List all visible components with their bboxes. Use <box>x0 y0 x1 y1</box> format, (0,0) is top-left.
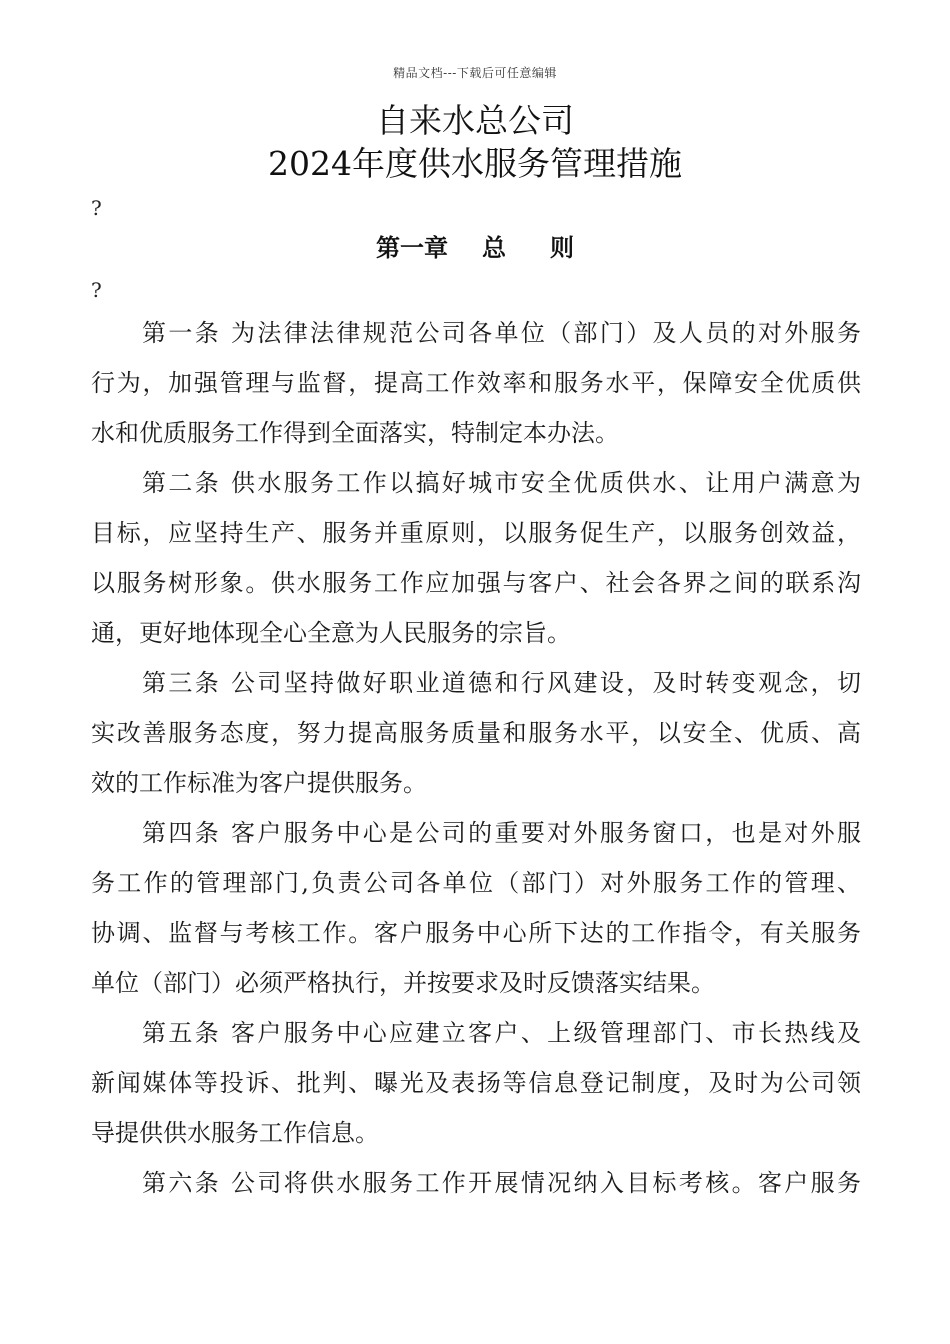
text-line: 第六条 公司将供水服务工作开展情况纳入目标考核。客户服务 <box>142 1169 861 1197</box>
body-text <box>91 308 861 1208</box>
text-line: 第三条 公司坚持做好职业道德和行风建设，及时转变观念，切 <box>142 669 861 697</box>
text-line: 第一条 为法律法律规范公司各单位（部门）及人员的对外服务 <box>142 319 861 347</box>
chapter-heading <box>0 232 950 264</box>
chapter-number: 第一章 <box>376 233 448 262</box>
text-line: 目标，应坚持生产、服务并重原则，以服务促生产，以服务创效益， <box>91 519 861 547</box>
document-title-line-1: 自来水总公司 <box>376 101 574 140</box>
chapter-name-part-2: 则 <box>550 233 574 262</box>
text-line: 第二条 供水服务工作以搞好城市安全优质供水、让用户满意为 <box>142 469 861 497</box>
placeholder-mark-2: ? <box>91 278 102 302</box>
text-line: 第四条 客户服务中心是公司的重要对外服务窗口，也是对外服 <box>142 819 861 847</box>
text-line: 以服务树形象。供水服务工作应加强与客户、社会各界之间的联系沟 <box>91 569 861 597</box>
chapter-name-part-1: 总 <box>482 233 506 262</box>
text-line: 第五条 客户服务中心应建立客户、上级管理部门、市长热线及 <box>142 1019 861 1047</box>
text-line: 水和优质服务工作得到全面落实，特制定本办法。 <box>91 419 619 447</box>
text-line: 实改善服务态度，努力提高服务质量和服务水平，以安全、优质、高 <box>91 719 861 747</box>
header-note: 精品文档---下载后可任意编辑 <box>393 66 557 80</box>
text-line: 行为，加强管理与监督，提高工作效率和服务水平，保障安全优质供 <box>91 369 861 397</box>
document-title-line-2: 2024年度供水服务管理措施 <box>268 144 682 183</box>
text-line: 单位（部门）必须严格执行，并按要求及时反馈落实结果。 <box>91 969 715 997</box>
text-line: 务工作的管理部门,负责公司各单位（部门）对外服务工作的管理、 <box>91 869 861 897</box>
text-line: 通，更好地体现全心全意为人民服务的宗旨。 <box>91 619 571 647</box>
text-line: 导提供供水服务工作信息。 <box>91 1119 379 1147</box>
text-line: 协调、监督与考核工作。客户服务中心所下达的工作指令，有关服务 <box>91 919 861 947</box>
text-line: 效的工作标准为客户提供服务。 <box>91 769 427 797</box>
placeholder-mark-1: ? <box>91 196 102 220</box>
text-line: 新闻媒体等投诉、批判、曝光及表扬等信息登记制度，及时为公司领 <box>91 1069 861 1097</box>
